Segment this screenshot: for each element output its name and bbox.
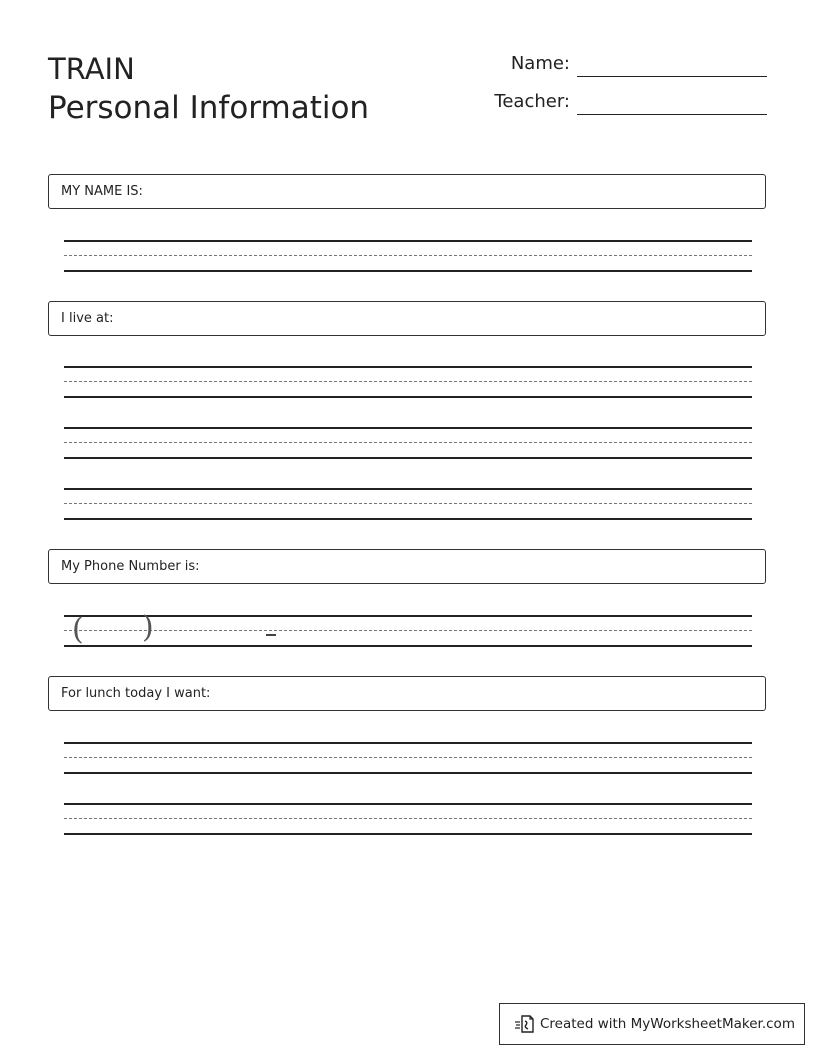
- section-label-lunch: For lunch today I want:: [61, 686, 211, 701]
- teacher-field-line[interactable]: [577, 114, 767, 115]
- footer-credit[interactable]: [499, 1003, 805, 1045]
- name-field-line[interactable]: [577, 76, 767, 77]
- phone-dash-guide: [266, 634, 276, 636]
- worksheet-maker-logo-icon: [514, 1013, 536, 1035]
- phone-writing-line[interactable]: [64, 610, 752, 649]
- section-label-phone: My Phone Number is:: [61, 559, 200, 574]
- section-box-my-name: [48, 174, 766, 209]
- area-code-open-paren: (: [72, 612, 84, 647]
- name-label: Name:: [510, 53, 570, 74]
- worksheet-subtitle: Personal Information: [48, 90, 370, 126]
- footer-credit-text: Created with MyWorksheetMaker.com: [540, 1016, 795, 1032]
- writing-line[interactable]: [64, 742, 752, 776]
- writing-line[interactable]: [64, 803, 752, 837]
- writing-line[interactable]: [64, 427, 752, 461]
- writing-line[interactable]: [64, 488, 752, 522]
- worksheet-title: TRAIN: [48, 52, 135, 86]
- section-box-lunch: [48, 676, 766, 711]
- writing-line[interactable]: [64, 366, 752, 400]
- teacher-label: Teacher:: [494, 91, 570, 112]
- section-label-my-name: MY NAME IS:: [61, 184, 143, 199]
- area-code-close-paren: ): [142, 610, 154, 645]
- section-box-address: [48, 301, 766, 336]
- section-box-phone: [48, 549, 766, 584]
- section-label-address: I live at:: [61, 311, 114, 326]
- writing-line[interactable]: [64, 240, 752, 274]
